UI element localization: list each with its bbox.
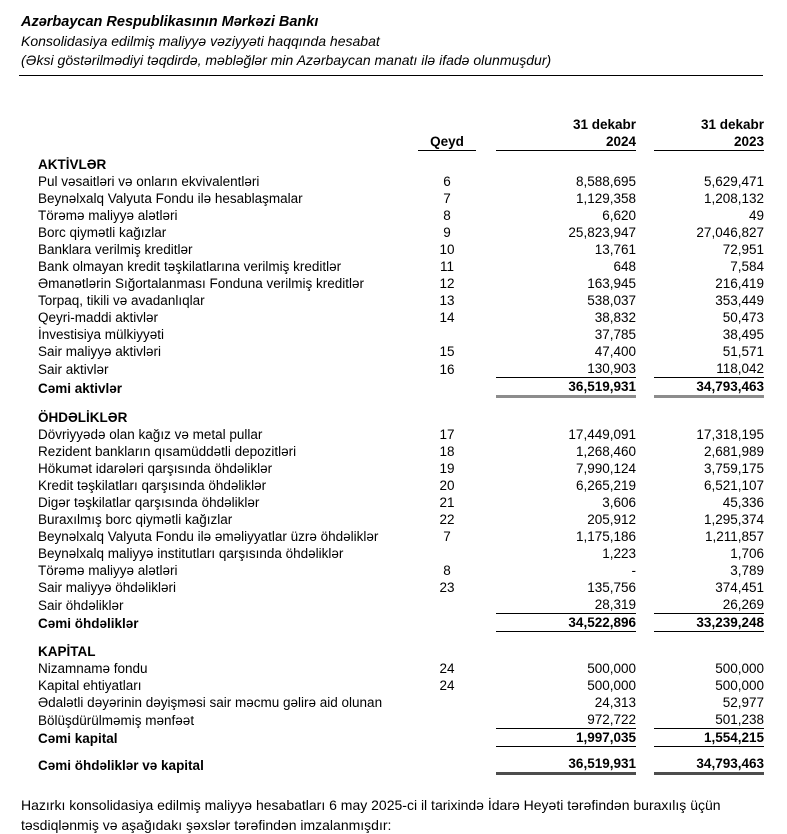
row-note — [418, 694, 476, 711]
section-spacer — [38, 397, 764, 405]
row-value-2023: 45,336 — [722, 495, 764, 510]
row-value-2023: 49 — [748, 208, 764, 223]
row-value-2024: 28,319 — [496, 596, 636, 614]
row-label: Beynəlxalq maliyyə institutları qarşısında öhdəliklər — [38, 546, 344, 561]
row-label: Rezident bankların qısamüddətli depozitləri — [38, 444, 297, 459]
table-row — [38, 360, 764, 378]
row-value-2023: 374,451 — [715, 580, 764, 595]
row-value-2024: 13,761 — [594, 242, 636, 257]
row-value-2023: 26,269 — [654, 596, 764, 614]
row-label: Banklara verilmiş kreditlər — [38, 242, 193, 257]
row-label: Bölüşdürülməmiş mənfəət — [38, 712, 195, 728]
total-label: Cəmi öhdəliklər — [38, 615, 139, 631]
row-note — [418, 545, 476, 562]
row-label: Kapital ehtiyatları — [38, 678, 142, 693]
table-row — [38, 596, 764, 614]
row-label: İnvestisiya mülkiyyəti — [38, 327, 165, 342]
row-label: Sair maliyyə aktivləri — [38, 344, 162, 359]
row-value-2024: 1,223 — [602, 546, 636, 561]
row-note: 8 — [443, 208, 451, 223]
grand-total-row — [38, 755, 764, 774]
row-note: 17 — [439, 427, 455, 442]
table-row — [38, 343, 764, 360]
table-row — [38, 494, 764, 511]
table-row — [38, 579, 764, 596]
total-label: Cəmi aktivlər — [38, 380, 123, 396]
row-note: 20 — [439, 478, 455, 493]
row-value-2023: 1,706 — [730, 546, 764, 561]
row-note: 18 — [439, 444, 455, 459]
row-value-2023: 27,046,827 — [696, 225, 764, 240]
row-note — [418, 711, 476, 729]
row-value-2024: 648 — [613, 259, 636, 274]
column-header-2024-line1: 31 dekabr — [572, 117, 636, 132]
table-row — [38, 660, 764, 677]
row-value-2024: - — [631, 563, 636, 578]
row-note: 12 — [439, 276, 455, 291]
row-note: 24 — [439, 661, 455, 676]
row-note — [418, 596, 476, 614]
row-value-2023: 1,295,374 — [703, 512, 764, 527]
currency-note: (Əksi göstərilmədiyi təqdirdə, məbləğlər min Azərbaycan manatı ilə ifadə olunmuşdur) — [21, 52, 552, 68]
row-value-2024: 47,400 — [594, 344, 636, 359]
section-spacer — [38, 747, 764, 756]
column-header-2023-line1: 31 dekabr — [700, 117, 764, 132]
row-value-2024: 538,037 — [587, 293, 636, 308]
row-note: 24 — [439, 678, 455, 693]
row-label: Əmanətlərin Sığortalanması Fonduna verilmiş kreditlər — [38, 276, 365, 291]
table-row — [38, 694, 764, 711]
row-value-2023: 3,789 — [730, 563, 764, 578]
row-value-2024: 24,313 — [594, 695, 636, 710]
total-value-2023: 34,793,463 — [654, 755, 764, 774]
row-note: 23 — [439, 580, 455, 595]
document-header — [21, 13, 767, 76]
row-value-2023: 38,495 — [722, 327, 764, 342]
row-value-2023: 353,449 — [715, 293, 764, 308]
table-row — [38, 309, 764, 326]
table-header — [38, 116, 764, 151]
section-header: ÖHDƏLİKLƏR — [38, 410, 128, 425]
row-value-2024: 1,268,460 — [575, 444, 636, 459]
row-label: Kredit təşkilatları qarşısında öhdəliklər — [38, 478, 267, 493]
row-label: Törəmə maliyyə alətləri — [38, 208, 178, 223]
row-note: 13 — [439, 293, 455, 308]
row-value-2023: 500,000 — [715, 678, 764, 693]
total-value-2024: 36,519,931 — [496, 378, 636, 397]
table-row — [38, 426, 764, 443]
row-note: 7 — [443, 529, 451, 544]
table-row — [38, 528, 764, 545]
column-header-2024-line2: 2024 — [605, 134, 636, 149]
row-value-2023: 118,042 — [654, 360, 764, 378]
row-value-2024: 500,000 — [587, 678, 636, 693]
total-note — [418, 755, 476, 774]
row-label: Torpaq, tikili və avadanlıqlar — [38, 293, 205, 308]
row-label: Dövriyyədə olan kağız və metal pullar — [38, 427, 263, 442]
section-header: AKTİVLƏR — [38, 157, 107, 172]
row-value-2023: 5,629,471 — [703, 174, 764, 189]
row-note: 9 — [443, 225, 451, 240]
header-gap — [636, 116, 654, 151]
row-value-2023: 6,521,107 — [703, 478, 764, 493]
row-note: 21 — [439, 495, 455, 510]
total-value-2024: 34,522,896 — [496, 614, 636, 632]
row-value-2023: 72,951 — [722, 242, 764, 257]
row-note: 16 — [439, 361, 455, 377]
section-total-row — [38, 729, 764, 747]
total-value-2023: 33,239,248 — [654, 614, 764, 632]
row-note: 22 — [439, 512, 455, 527]
note-column-header: Qeyd — [418, 116, 476, 151]
total-value-2024: 1,997,035 — [496, 729, 636, 747]
row-label: Beynəlxalq Valyuta Fondu ilə hesablaşmalar — [38, 191, 303, 206]
row-value-2023: 501,238 — [654, 711, 764, 729]
row-note: 19 — [439, 461, 455, 476]
section-header-row — [38, 404, 764, 426]
total-note — [418, 729, 476, 747]
row-value-2024: 3,606 — [602, 495, 636, 510]
table-row — [38, 460, 764, 477]
row-label: Sair öhdəliklər — [38, 597, 124, 613]
row-value-2023: 1,208,132 — [703, 191, 764, 206]
balance-sheet-table — [38, 116, 764, 775]
row-value-2023: 50,473 — [722, 310, 764, 325]
row-note: 10 — [439, 242, 455, 257]
table-row — [38, 677, 764, 694]
row-label: Nizamnamə fondu — [38, 661, 148, 676]
row-label: Törəmə maliyyə alətləri — [38, 563, 178, 578]
row-value-2024: 1,175,186 — [575, 529, 636, 544]
section-header: KAPİTAL — [38, 644, 96, 659]
row-value-2024: 163,945 — [587, 276, 636, 291]
section-header-row — [38, 638, 764, 660]
row-value-2023: 2,681,989 — [703, 444, 764, 459]
total-note — [418, 614, 476, 632]
row-label: Hökumət idarələri qarşısında öhdəliklər — [38, 461, 273, 476]
table-row — [38, 711, 764, 729]
row-note: 11 — [439, 259, 454, 274]
row-label: Ədalətli dəyərinin dəyişməsi sair məcmu gəlirə aid olunan — [38, 695, 383, 710]
approval-note: Hazırkı konsolidasiya edilmiş maliyyə hesabatları 6 may 2025-ci il tarixində İdarə Heyəti tərəfindən buraxılış üçün təsdiqlənmiş və aşağıdakı şəxslər tərəfindən imzalanmışdır: — [21, 797, 721, 833]
table-row — [38, 477, 764, 494]
column-header-2023 — [654, 116, 764, 151]
row-label: Bank olmayan kredit təşkilatlarına verilmiş kreditlər — [38, 259, 342, 274]
header-divider — [19, 75, 763, 76]
row-value-2024: 205,912 — [587, 512, 636, 527]
row-value-2024: 135,756 — [587, 580, 636, 595]
row-label: Sair maliyyə öhdəlikləri — [38, 580, 177, 595]
row-value-2024: 17,449,091 — [568, 427, 636, 442]
table-row — [38, 258, 764, 275]
row-value-2023: 7,584 — [730, 259, 764, 274]
row-value-2024: 500,000 — [587, 661, 636, 676]
row-label: Qeyri-maddi aktivlər — [38, 310, 159, 325]
row-value-2023: 51,571 — [722, 344, 764, 359]
table-body — [38, 151, 764, 774]
table-row — [38, 190, 764, 207]
row-label: Borc qiymətli kağızlar — [38, 225, 167, 240]
header-gap — [476, 116, 496, 151]
row-value-2024: 6,265,219 — [575, 478, 636, 493]
section-header-row — [38, 151, 764, 174]
table-row — [38, 292, 764, 309]
table-row — [38, 241, 764, 258]
row-note: 15 — [439, 344, 455, 359]
section-total-row — [38, 378, 764, 397]
table-row — [38, 224, 764, 241]
row-value-2024: 37,785 — [594, 327, 636, 342]
row-value-2024: 1,129,358 — [575, 191, 636, 206]
total-note — [418, 378, 476, 397]
row-value-2023: 1,211,857 — [704, 529, 764, 544]
statement-title: Konsolidasiya edilmiş maliyyə vəziyyəti haqqında hesabat — [21, 33, 380, 49]
total-value-2024: 36,519,931 — [496, 755, 636, 774]
table-row — [38, 173, 764, 190]
row-value-2024: 7,990,124 — [575, 461, 636, 476]
table-row — [38, 326, 764, 343]
row-value-2023: 17,318,195 — [696, 427, 764, 442]
table-row — [38, 511, 764, 528]
row-note: 8 — [443, 563, 451, 578]
row-label: Digər təşkilatlar qarşısında öhdəliklər — [38, 495, 260, 510]
row-value-2023: 52,977 — [722, 695, 764, 710]
row-value-2024: 6,620 — [602, 208, 636, 223]
table-row — [38, 562, 764, 579]
row-note: 7 — [443, 191, 451, 206]
section-total-row — [38, 614, 764, 632]
total-label: Cəmi öhdəliklər və kapital — [38, 757, 204, 773]
row-value-2024: 8,588,695 — [575, 174, 636, 189]
row-note — [418, 326, 476, 343]
total-label: Cəmi kapital — [38, 730, 118, 746]
table-row — [38, 545, 764, 562]
row-value-2023: 500,000 — [715, 661, 764, 676]
row-value-2024: 25,823,947 — [568, 225, 636, 240]
row-value-2024: 972,722 — [496, 711, 636, 729]
row-value-2024: 130,903 — [496, 360, 636, 378]
column-header-2024 — [496, 116, 636, 151]
label-column-header — [38, 116, 418, 151]
row-label: Buraxılmış borc qiymətli kağızlar — [38, 512, 233, 527]
total-value-2023: 1,554,215 — [654, 729, 764, 747]
row-value-2023: 216,419 — [715, 276, 764, 291]
table-row — [38, 207, 764, 224]
row-label: Beynəlxalq Valyuta Fondu ilə əməliyyatlar üzrə öhdəliklər — [38, 529, 379, 544]
row-note: 14 — [439, 310, 455, 325]
table-row — [38, 275, 764, 292]
bank-name: Azərbaycan Respublikasının Mərkəzi Bankı — [21, 14, 319, 30]
row-value-2024: 38,832 — [594, 310, 636, 325]
row-label: Pul vəsaitləri və onların ekvivalentləri — [38, 174, 260, 189]
table-row — [38, 443, 764, 460]
row-note: 6 — [443, 174, 451, 189]
row-value-2023: 3,759,175 — [703, 461, 764, 476]
row-label: Sair aktivlər — [38, 361, 109, 377]
total-value-2023: 34,793,463 — [654, 378, 764, 397]
column-header-2023-line2: 2023 — [733, 134, 764, 149]
